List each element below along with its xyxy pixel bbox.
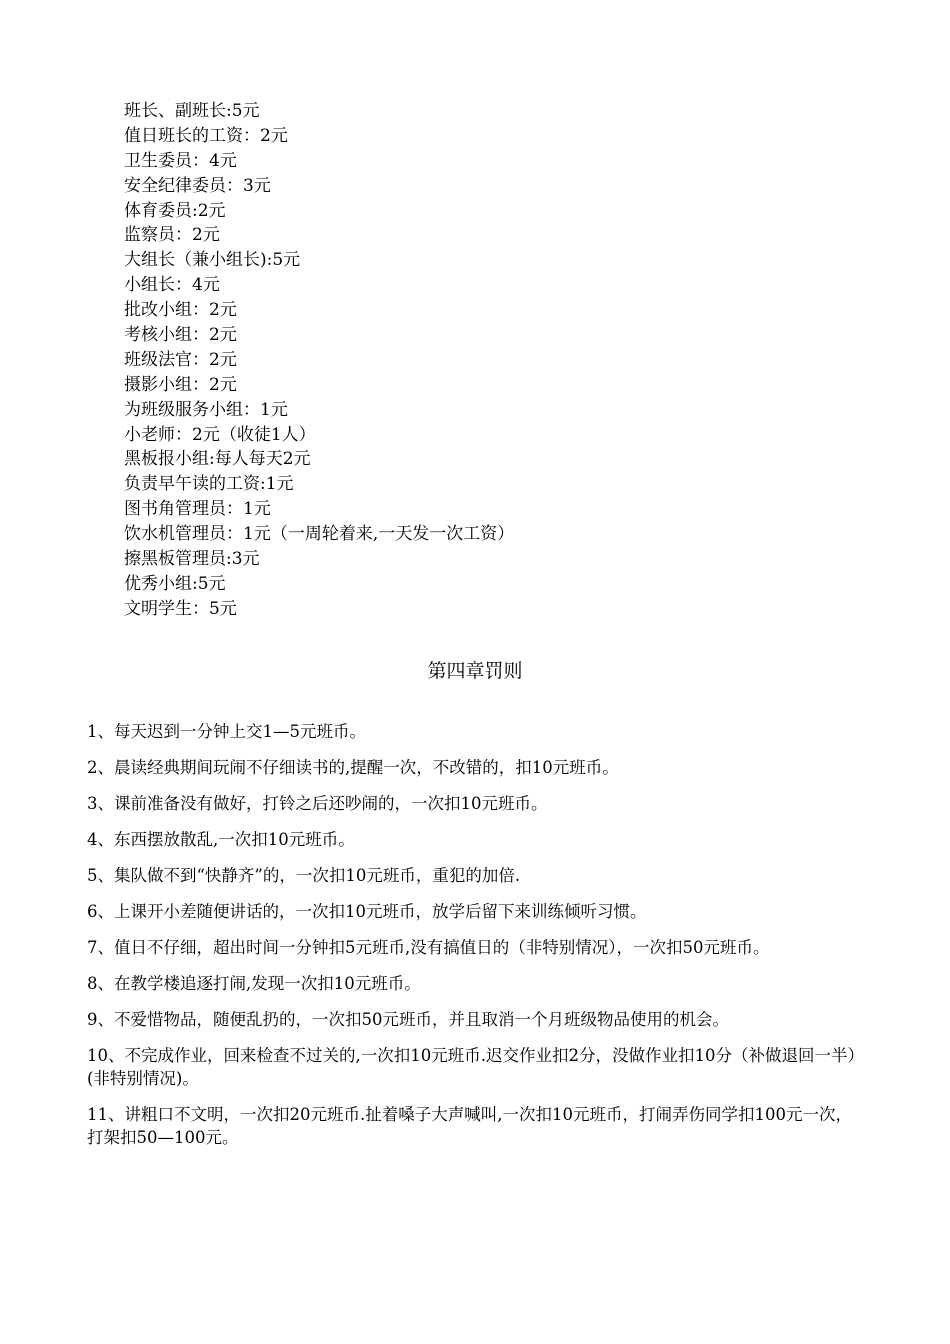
- salary-item: 小老师：2元（收徒1人）: [124, 424, 316, 445]
- penalty-rules-list: [87, 720, 862, 1162]
- salary-item: 文明学生：5元: [124, 598, 237, 619]
- rule-item: 10、不完成作业，回来检查不过关的,一次扣10元班币.迟交作业扣2分，没做作业扣10分（补做退回一半）(非特别情况)。: [87, 1046, 856, 1088]
- rule-item: 11、讲粗口不文明，一次扣20元班币.扯着嗓子大声喊叫,一次扣10元班币，打闹弄伤同学扣100元一次，打架扣50—100元。: [87, 1105, 852, 1147]
- salary-item: 黑板报小组:每人每天2元: [124, 449, 311, 470]
- salary-item: 饮水机管理员：1元（一周轮着来,一天发一次工资）: [124, 524, 515, 545]
- salary-item: 图书角管理员：1元: [124, 499, 271, 520]
- salary-list: [124, 99, 884, 622]
- salary-item: 负责早午读的工资:1元: [124, 474, 294, 495]
- salary-item: 批改小组：2元: [124, 300, 237, 321]
- salary-item: 为班级服务小组：1元: [124, 399, 288, 420]
- rule-item: 4、东西摆放散乱,一次扣10元班币。: [87, 830, 355, 849]
- salary-item: 体育委员:2元: [124, 200, 226, 221]
- rule-item: 5、集队做不到“快静齐”的，一次扣10元班币，重犯的加倍.: [87, 866, 521, 885]
- rule-item: 1、每天迟到一分钟上交1—5元班币。: [87, 722, 366, 741]
- salary-item: 安全纪律委员：3元: [124, 175, 271, 196]
- salary-item: 班长、副班长:5元: [124, 101, 260, 121]
- salary-item: 值日班长的工资：2元: [124, 125, 288, 146]
- rule-item: 9、不爱惜物品，随便乱扔的，一次扣50元班币，并且取消一个月班级物品使用的机会。: [87, 1010, 729, 1029]
- salary-item: 摄影小组：2元: [124, 374, 237, 395]
- salary-item: 擦黑板管理员:3元: [124, 549, 260, 570]
- salary-item: 优秀小组:5元: [124, 573, 226, 594]
- salary-item: 大组长（兼小组长):5元: [124, 250, 301, 271]
- salary-item: 考核小组：2元: [124, 325, 237, 346]
- rule-item: 7、值日不仔细，超出时间一分钟扣5元班币,没有搞值日的（非特别情况），一次扣50元班币。: [87, 938, 770, 957]
- rule-item: 3、课前准备没有做好，打铃之后还吵闹的，一次扣10元班币。: [87, 794, 548, 813]
- salary-item: 监察员：2元: [124, 225, 220, 246]
- rule-item: 8、在教学楼追逐打闹,发现一次扣10元班币。: [87, 974, 421, 993]
- chapter-title: 第四章罚则: [427, 660, 523, 682]
- salary-item: 小组长：4元: [124, 275, 220, 296]
- rule-item: 2、晨读经典期间玩闹不仔细读书的,提醒一次，不改错的，扣10元班币。: [87, 758, 619, 777]
- salary-item: 卫生委员：4元: [124, 150, 237, 171]
- salary-item: 班级法官：2元: [124, 349, 237, 370]
- rule-item: 6、上课开小差随便讲话的，一次扣10元班币，放学后留下来训练倾听习惯。: [87, 902, 647, 921]
